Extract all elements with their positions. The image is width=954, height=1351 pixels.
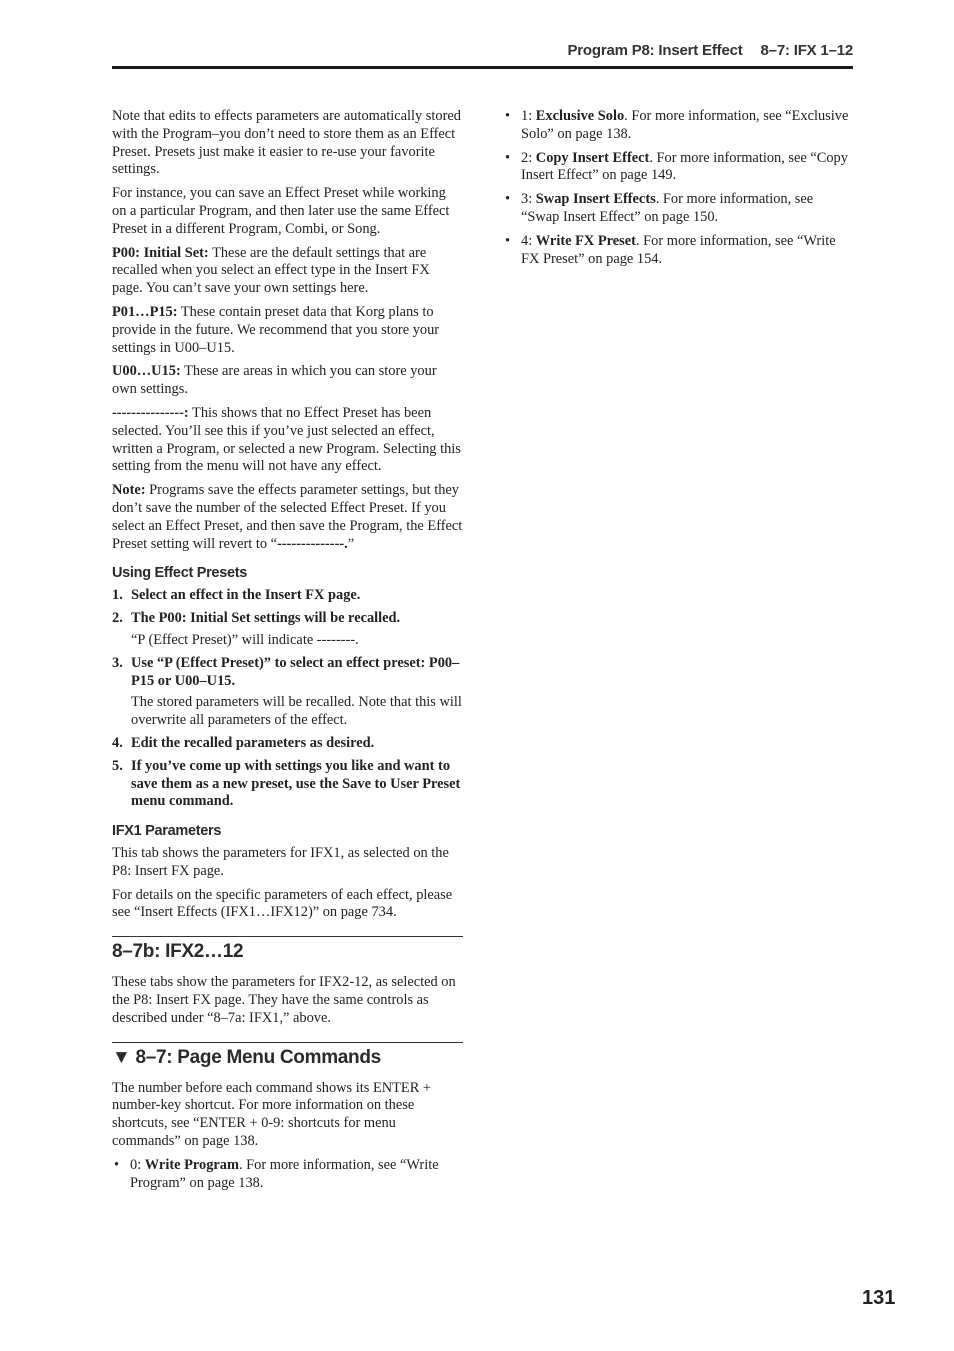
command-item: • 0: Write Program. For more information, see “Write Program” on page 138. bbox=[112, 1157, 463, 1193]
command-item: • 3: Swap Insert Effects. For more information, see “Swap Insert Effect” on page 150. bbox=[503, 191, 853, 227]
def-p01-p15: P01…P15: These contain preset data that Korg plans to provide in the future. We recommend that you store your settings in U00–U15. bbox=[112, 303, 440, 356]
ifx1-paragraph-2: For details on the specific parameters of each effect, please see “Insert Effects (IFX1…IFX12)” on page 734. bbox=[112, 886, 453, 921]
def-term: U00…U15: bbox=[112, 363, 181, 380]
menu-intro-paragraph: The number before each command shows its ENTER + number-key shortcut. For more information on these shortcuts, see “ENTER + 0-9: shortcuts for menu commands” on page 138. bbox=[112, 1079, 432, 1150]
ifx1-paragraph-1: This tab shows the parameters for IFX1, as selected on the P8: Insert FX page. bbox=[112, 845, 449, 879]
section-7b-heading: 8–7b: IFX2…12 bbox=[112, 941, 244, 963]
step-item: 1. Select an effect in the Insert FX page. bbox=[112, 587, 361, 604]
command-item: • 4: Write FX Preset. For more information, see “Write FX Preset” on page 154. bbox=[503, 233, 853, 269]
ifx1-heading: IFX1 Parameters bbox=[112, 823, 222, 840]
step-note: “P (Effect Preset)” will indicate --------. bbox=[131, 631, 359, 648]
using-presets-heading: Using Effect Presets bbox=[112, 565, 248, 582]
step-item: 2. The P00: Initial Set settings will be recalled. “P (Effect Preset)” will indicate --------. bbox=[112, 610, 463, 650]
right-column bbox=[503, 108, 853, 274]
def-u00-u15: U00…U15: These are areas in which you can store your own settings. bbox=[112, 363, 437, 398]
commands-list-right bbox=[503, 108, 853, 268]
running-header bbox=[112, 42, 853, 59]
def-term: P00: Initial Set: bbox=[112, 244, 209, 261]
section-rule bbox=[112, 1042, 463, 1043]
page-number: 131 bbox=[862, 1287, 896, 1309]
step-item: 3. Use “P (Effect Preset)” to select an effect preset: P00–P15 or U00–U15. The stored parameters will be recalled. Note that this will overwrite all parameters of the effect. bbox=[112, 654, 462, 729]
def-term: P01…P15: bbox=[112, 303, 178, 320]
step-item: 4. Edit the recalled parameters as desired. bbox=[112, 734, 375, 751]
command-item: • 2: Copy Insert Effect. For more information, see “Copy Insert Effect” on page 149. bbox=[503, 150, 853, 186]
def-term: ---------------: bbox=[112, 404, 189, 421]
note-paragraph: Note: Programs save the effects parameter settings, but they don’t save the number of the selected Effect Preset. If you select an Effect Preset, and then save the Program, the Effect Preset setting will revert to “--------------.” bbox=[112, 482, 463, 552]
section-rule bbox=[112, 936, 463, 937]
command-item: • 1: Exclusive Solo. For more information, see “Exclusive Solo” on page 138. bbox=[503, 108, 853, 144]
def-p00: P00: Initial Set: These are the default settings that are recalled when you select an effect type in the Insert FX page. You can’t save your own settings here. bbox=[112, 244, 430, 297]
header-section: Program P8: Insert Effect bbox=[567, 42, 743, 59]
intro-paragraph-2: For instance, you can save an Effect Preset while working on a particular Program, and then later use the same Effect Preset in a different Program, Combi, or Song. bbox=[112, 185, 450, 237]
step-item: 5. If you’ve come up with settings you like and want to save them as a new preset, use the Save to User Preset menu command. bbox=[112, 757, 461, 810]
def-no-preset: ---------------: This shows that no Effect Preset has been selected. You’ll see this if you’ve just selected an effect, written a Program, or selected a new Program. Selecting this setting from the menu will not have any effect. bbox=[112, 404, 461, 475]
note-label: Note: bbox=[112, 482, 146, 499]
header-rule bbox=[112, 66, 853, 69]
steps-list bbox=[112, 587, 463, 811]
step-note: The stored parameters will be recalled. Note that this will overwrite all parameters of the effect. bbox=[131, 694, 462, 729]
commands-list-left bbox=[112, 1157, 463, 1193]
intro-paragraph-1: Note that edits to effects parameters are automatically stored with the Program–you don’t need to store them as an Effect Preset. Presets just make it easier to re-use your favorite settings. bbox=[112, 108, 461, 178]
left-column bbox=[112, 108, 463, 1198]
menu-commands-heading: ▼ 8–7: Page Menu Commands bbox=[112, 1046, 381, 1068]
section-7b-paragraph: These tabs show the parameters for IFX2-12, as selected on the P8: Insert FX page. They have the same controls as described under “8–7a: IFX1,” above. bbox=[112, 974, 456, 1026]
header-tab: 8–7: IFX 1–12 bbox=[760, 42, 853, 59]
